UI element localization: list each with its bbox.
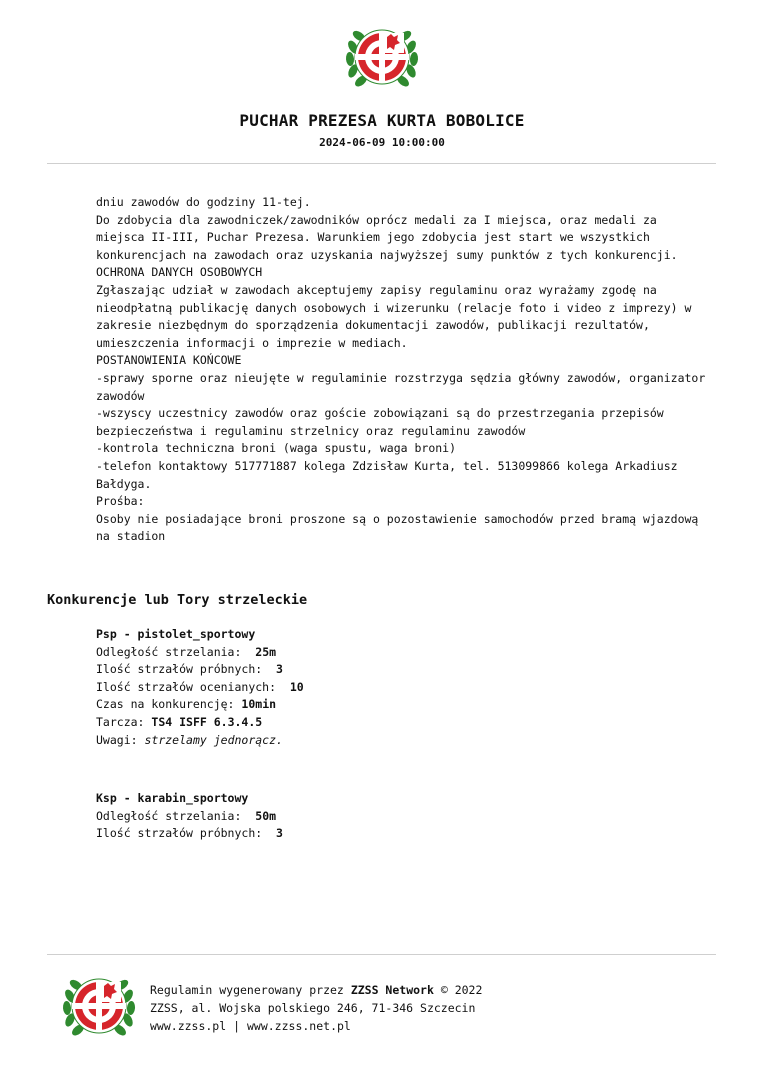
competition-title: Ksp - karabin_sportowy [96,791,249,805]
text-line: POSTANOWIENIA KOŃCOWE [96,353,242,368]
page-title: PUCHAR PREZESA KURTA BOBOLICE [239,111,525,130]
footer-text [150,981,482,1035]
field-label: Uwagi: [96,732,138,747]
field-label: Tarcza: [96,714,145,729]
text-line: -sprawy sporne oraz nieujęte w regulaminie rozstrzyga sędzia główny zawodów, organizator [96,370,706,385]
text-line: -telefon kontaktowy 517771887 kolega Zdzisław Kurta, tel. 513099866 kolega Arkadiusz [96,458,678,473]
text-line: nieodpłatną publikację danych osobowych i wizerunku (relacje foto i video z imprezy) w [96,300,692,315]
competition-target [96,714,304,732]
club-emblem-icon [343,17,421,95]
text-line: umieszczenia informacji o imprezie w mediach. [96,335,408,350]
regulation-text [96,194,716,546]
footer-link-zzss-net-pl[interactable]: www.zzss.net.pl [246,1019,351,1033]
text-line: Osoby nie posiadające broni proszone są o pozostawienie samochodów przed bramą wjazdową [96,511,699,526]
field-label: Ilość strzałów próbnych: [96,662,263,677]
footer-logo [60,966,138,1044]
field-value: 3 [276,826,283,841]
field-label: Czas na konkurencję: [96,697,235,712]
text-line: Do zdobycia dla zawodniczek/zawodników oprócz medali za I miejsca, oraz medali za [96,212,657,227]
field-value: 10min [241,697,277,712]
competition-trial-shots [96,825,283,843]
footer-address: ZZSS, al. Wojska polskiego 246, 71-346 Szczecin [150,1001,476,1015]
competition-title: Psp - pistolet_sportowy [96,627,256,641]
footer-generated-line [150,981,482,999]
field-value: 50m [255,808,277,823]
field-label: Odległość strzelania: [96,808,242,823]
competition-distance [96,808,283,826]
field-value: 10 [289,679,304,694]
footer-link-zzss-pl[interactable]: www.zzss.pl [150,1019,227,1033]
text-line: na stadion [96,529,166,544]
text-line: miejsca II-III, Puchar Prezesa. Warunkiem jego zdobycia jest start we wszystkich [96,230,650,245]
competition-block [96,790,283,843]
field-value: 3 [276,662,283,677]
text-line: bezpieczeństwa i regulaminu strzelnicy oraz regulaminu zawodów [96,423,526,438]
competition-distance [96,644,304,662]
competition-trial-shots [96,661,304,679]
text-line: Bałdyga. [96,476,152,491]
text-line: OCHRONA DANYCH OSOBOWYCH [96,265,263,280]
text-line: Prośba: [96,494,145,509]
text-line: Zgłaszając udział w zawodach akceptujemy zapisy regulaminu oraz wyrażamy zgodę na [96,282,657,297]
text-line: -kontrola techniczna broni (waga spustu, waga broni) [96,441,457,456]
competition-notes [96,732,304,750]
header-logo [343,17,421,95]
text-line: zakresie niezbędnym do sporządzenia dokumentacji zawodów, publikacji rezultatów, [96,318,650,333]
footer-link-separator: | [233,1019,241,1033]
field-value: 25m [255,644,277,659]
field-value: strzelamy jednorącz. [144,732,283,747]
field-value: TS4 ISFF 6.3.4.5 [151,714,263,729]
club-emblem-icon [60,966,138,1044]
footer-copyright: © 2022 [440,983,483,997]
field-label: Ilość strzałów ocenianych: [96,679,277,694]
footer-links [150,1017,482,1035]
competition-scored-shots [96,679,304,697]
text-line: dniu zawodów do godziny 11-tej. [96,195,311,209]
footer-brand: ZZSS Network [350,983,434,997]
competition-block [96,626,304,749]
text-line: -wszyscy uczestnicy zawodów oraz goście zobowiązani są do przestrzegania przepisów [96,406,664,421]
header-divider [47,163,716,164]
text-line: zawodów [96,388,145,403]
section-heading: Konkurencje lub Tory strzeleckie [47,592,308,608]
text-line: konkurencjach na zawodach oraz uzyskania najwyższej sumy punktów z tych konkurencji. [96,247,678,262]
footer-divider [47,954,716,955]
footer-prefix: Regulamin wygenerowany przez [150,983,344,997]
competition-time [96,696,304,714]
event-datetime: 2024-06-09 10:00:00 [319,136,445,149]
field-label: Odległość strzelania: [96,644,242,659]
field-label: Ilość strzałów próbnych: [96,826,263,841]
